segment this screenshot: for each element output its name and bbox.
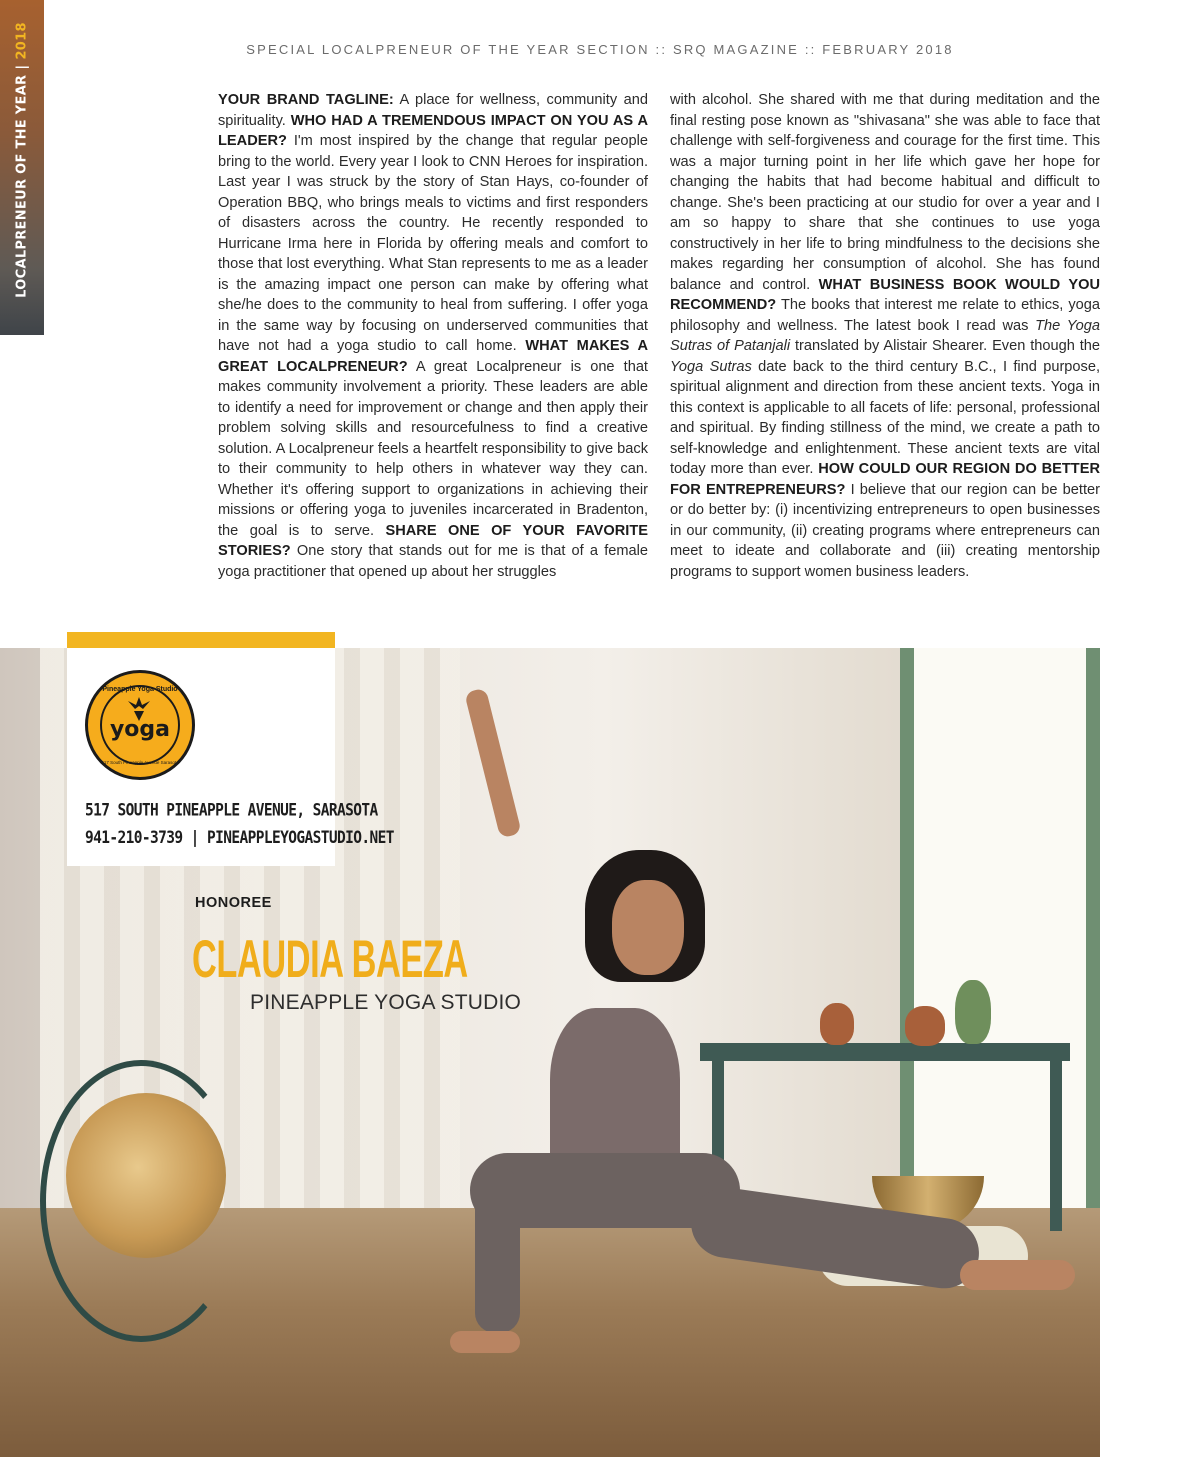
side-tab-separator: | [14,64,30,70]
logo-bottom-text: 517 South Pineapple Avenue Sarasota [101,760,179,765]
side-tab-title: LOCALPRENEUR OF THE YEAR [14,74,30,298]
address-contact: 941-210-3739 | PINEAPPLEYOGASTUDIO.NET [85,829,394,848]
pineapple-decor [955,980,991,1044]
raised-arm [464,688,522,839]
side-tab-label [15,22,30,298]
book-title: Yoga Sutras [670,358,752,375]
book-title: The Yoga Sutras of Patanjali [670,317,1101,354]
side-table-leg [1050,1061,1062,1231]
interview-answer: The books that interest me relate to ethics, yoga philosophy and wellness. The latest book I read was [670,297,1100,334]
interview-question: WHO HAD A TREMENDOUS IMPACT ON YOU AS A LEADER? [218,112,648,149]
honoree-label: HONOREE [195,895,272,911]
vase [820,1003,854,1045]
interview-question: HOW COULD OUR REGION DO BETTER FOR ENTREPRENEURS? [670,461,1100,498]
leggings-shin [475,1168,520,1333]
article-column-left [218,90,648,582]
address-street: 517 SOUTH PINEAPPLE AVENUE, SARASOTA [85,801,378,820]
interview-answer: A great Localpreneur is one that makes community involvement a priority. These leaders are able to identify a need for improvement or change and then apply their problem solving skills and resourcefulness to find a creative solution. A Localpreneur feels a heartfelt responsibility to give back to their community to help others in whatever way they can. Whether it's offering support to organizations in achieving their missions or offering yoga to juveniles incarcerated in Bradenton, the goal is to serve. [218,358,648,539]
window [900,648,1100,1208]
interview-answer: date back to the third century B.C., I find purpose, spiritual alignment and direction from these ancient texts. Yoga in this context is applicable to all facets of life: personal, professional and spiritual. By finding stillness of the mind, we create a path to self-knowledge and enlightenment. These ancient texts are vital today more than ever. [670,358,1101,477]
gong-stand [40,1060,242,1342]
front-foot [450,1331,520,1353]
logo-arc-text: Pineapple Yoga Studio [102,686,178,693]
back-foot [960,1260,1075,1290]
studio-logo [85,670,195,780]
studio-address [85,797,394,852]
interview-question: WHAT MAKES A GREAT LOCALPRENEUR? [218,338,648,375]
interview-question: SHARE ONE OF YOUR FAVORITE STORIES? [218,522,648,559]
interview-answer: translated by Alistair Shearer. Even though the [790,338,1100,354]
interview-answer: I believe that our region can be better or do better by: (i) incentivizing entrepreneurs to open businesses in our community, (ii) creating programs where entrepreneurs can meet to ideate and collaborate and (iii) creating mentorship programs to support women business leaders. [670,481,1100,580]
honoree-name: CLAUDIA BAEZA [192,930,468,989]
vase [905,1006,945,1046]
interview-answer: I'm most inspired by the change that regular people bring to the world. Every year I look to CNN Heroes for inspiration. Last year I was struck by the story of Stan Hays, co-founder of Operation BBQ, who brings meals to victims and first responders of disasters across the country. He recently responded to Hurricane Irma here in Florida by offering meals and comfort to those that lost everything. What Stan represents to me as a leader is the amazing impact one person can make by offering what she/he does to the community to heal from suffering. I offer yoga in the same way by focusing on underserved communities that have not had a yoga studio to call home. [218,133,648,354]
interview-answer: with alcohol. She shared with me that during meditation and the final resting pose known as "shivasana" she was able to face that challenge with self-forgiveness and courage for the first time. This was a major turning point in her life which gave her hope for changing the habits that had become habitual and difficult to change. She's been practicing at our studio for over a year and I am so happy to share that she continues to use yoga constructively in her life to bring mindfulness to the decisions she makes regarding her consumption of alcohol. She has found balance and control. [670,92,1100,293]
interview-answer: A place for wellness, community and spirituality. [218,92,649,129]
side-table [700,1043,1070,1061]
studio-name: PINEAPPLE YOGA STUDIO [250,991,522,1014]
interview-question: WHAT BUSINESS BOOK WOULD YOU RECOMMEND? [670,276,1100,313]
accent-bar [67,632,335,648]
logo-wordmark: yoga [109,717,171,742]
interview-question: YOUR BRAND TAGLINE: [218,92,394,108]
running-head: SPECIAL LOCALPRENEUR OF THE YEAR SECTION :: SRQ MAGAZINE :: FEBRUARY 2018 [246,42,954,57]
article-column-right [670,90,1100,582]
side-tab-year: 2018 [14,22,30,60]
face [612,880,684,975]
interview-answer: One story that stands out for me is that of a female yoga practitioner that opened up about her struggles [218,543,648,580]
